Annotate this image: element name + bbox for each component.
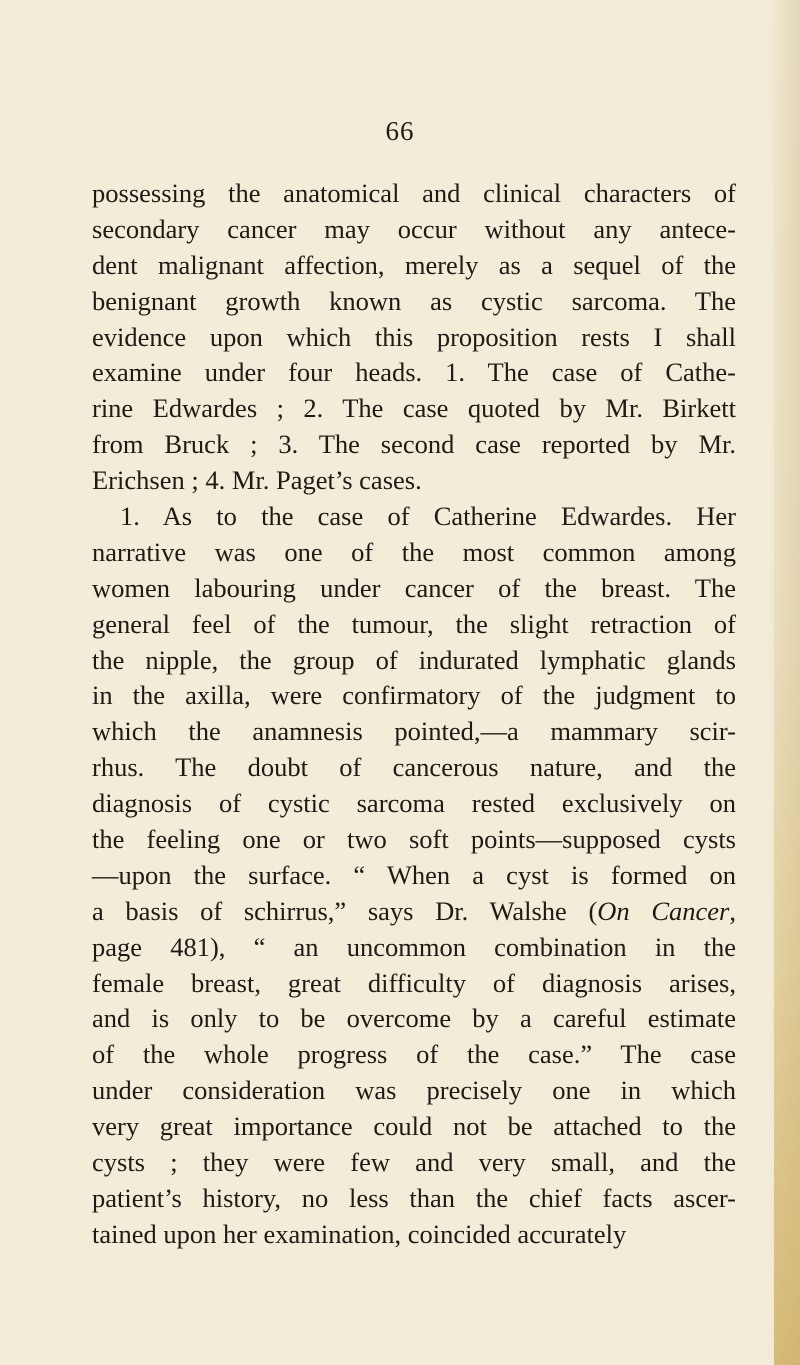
text-line: very great importance could not be attached to the	[92, 1111, 736, 1142]
text-line: rine Edwardes ; 2. The case quoted by Mr. Birkett	[92, 393, 736, 424]
text-line: examine under four heads. 1. The case of Cathe-	[92, 357, 736, 388]
text-line: women labouring under cancer of the breast. The	[92, 572, 736, 603]
text-line: which the anamnesis pointed,—a mammary scir-	[92, 716, 736, 747]
citation-lead-text: a basis of schirrus,” says Dr. Walshe (	[92, 895, 598, 926]
text-line: the nipple, the group of indurated lymphatic glands	[92, 644, 736, 675]
text-line: benignant growth known as cystic sarcoma. The	[92, 285, 736, 316]
text-line: page 481), “ an uncommon combination in the	[92, 931, 736, 962]
text-line: in the axilla, were confirmatory of the judgment to	[92, 680, 736, 711]
text-line: cysts ; they were few and very small, and the	[92, 1147, 736, 1178]
page-number: 66	[385, 116, 415, 146]
paragraph-start-line: 1. As to the case of Catherine Edwardes. Her	[120, 501, 736, 532]
body-text	[92, 176, 736, 1253]
paragraph-end-line: Erichsen ; 4. Mr. Paget’s cases.	[92, 465, 422, 496]
text-line: female breast, great difficulty of diagnosis arises,	[92, 967, 736, 998]
text-line: under consideration was precisely one in which	[92, 1075, 736, 1106]
page-edge-stain	[774, 0, 800, 1365]
citation-title-italic: On Cancer	[597, 895, 730, 926]
text-line: rhus. The doubt of cancerous nature, and the	[92, 752, 736, 783]
text-line: general feel of the tumour, the slight retraction of	[92, 608, 736, 639]
text-line: the feeling one or two soft points—supposed cysts	[92, 824, 736, 855]
text-line: possessing the anatomical and clinical characters of	[92, 178, 736, 208]
text-line: —upon the surface. “ When a cyst is formed on	[92, 859, 736, 890]
text-line: narrative was one of the most common among	[92, 536, 736, 567]
text-line: and is only to be overcome by a careful estimate	[92, 1003, 736, 1034]
text-line: of the whole progress of the case.” The case	[92, 1039, 736, 1070]
text-line: secondary cancer may occur without any antece-	[92, 213, 736, 244]
text-line: from Bruck ; 3. The second case reported by Mr.	[92, 429, 736, 460]
citation-trailing-text: ,	[729, 895, 736, 926]
text-line: tained upon her examination, coincided accurately	[92, 1218, 627, 1249]
text-line-with-citation	[92, 894, 736, 930]
text-line: dent malignant affection, merely as a sequel of the	[92, 249, 736, 280]
text-line: evidence upon which this proposition rests I shall	[92, 321, 736, 352]
text-line: diagnosis of cystic sarcoma rested exclusively on	[92, 788, 736, 819]
text-line: patient’s history, no less than the chief facts ascer-	[92, 1182, 736, 1213]
